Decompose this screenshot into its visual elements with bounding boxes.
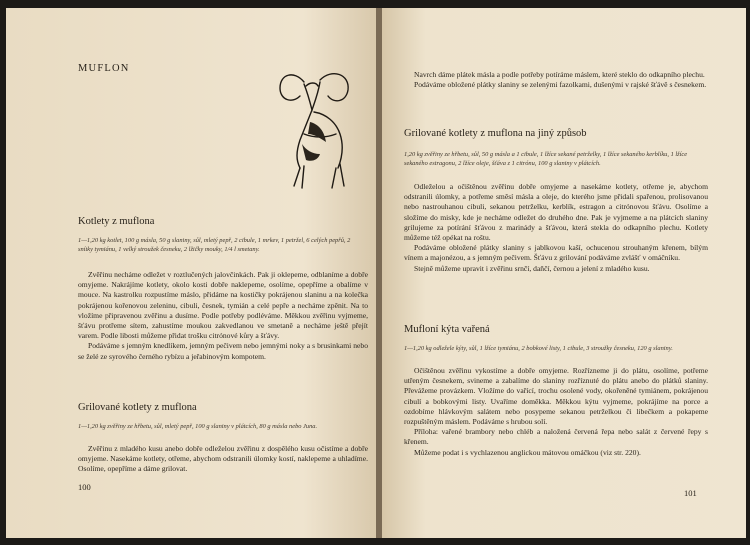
book-spread [6, 8, 746, 538]
paragraph: Stejně můžeme upravit i zvěřinu srnčí, daňčí, černou a jelení z mladého kusu. [414, 263, 650, 273]
paragraph: Odleželou a očištěnou zvěřinu dobře omyjeme a nasekáme kotlety, otřeme je, abychom odstranili úlomky, a potřeme směsí másla a oleje, do kterého jsme přidali spařenou, prolisovanou nebo nastrouhanou cibuli, sekanou petrželku, kerblík, estragon a citrónovou šťávu. Osolíme a složíme do misky, kde je necháme odležet do druhého dne. Pak je vyjmeme a na plátcích slaniny grilujeme za potírání šťávou z marinády a šťávou, která stekla do odkapního plechu. Kotlety můžeme též opékat na roštu. [404, 182, 708, 243]
paragraph: Zvěřinu necháme odležet v roztlučených jalovčinkách. Pak ji oklepeme, odblaníme a dobře omyjeme. Nakrájíme kotlety, okolo kosti dobře naklepeme, osolíme, opepříme a obalíme v mouce. Na kastrolku rozpustíme máslo, přidáme na kostičky pokrájenou slaninu a na kolečka pokrájenou kořenovou zeleninu, cibuli, česnek, tymián a celé pepře a necháme zpěnit. Na to vložíme připravenou zvěřinu a dusíme. Podle potřeby podléváme. Měkkou zvěřinu vyjmeme, šťávu protřeme sítem, zahustíme moukou zakvedlanou ve smetaně a necháme ještě přejít varem. Podle libosti můžeme přidat trošku citrónové kůry a šťávy. [78, 270, 368, 341]
mouflon-illustration [274, 64, 356, 194]
section-heading-kyta: Mufloní kýta vařená [404, 324, 490, 335]
body-grilovane [78, 444, 368, 475]
paragraph: Očištěnou zvěřinu vykostíme a dobře omyjeme. Rozřízneme ji do plátu, osolíme, potřeme utřeným česnekem, svineme a zabalíme do slaniny rozříznuté do plátu anebo do plátků slaniny. Převážeme provázkem. Vložíme do vařící, trochu osolené vody, okořeněné tymiánem, pokrájenou cibulí a bobkovými listy. Uvaříme doměkka. Měkkou kýtu vyjmeme, pokrájíme na porce a ozdobíme hlávkovým salátem nebo posypeme sekanou petrželkou či libečkem a pokapeme rozpuštěným máslem. Podáváme s hrubou solí. [404, 366, 708, 427]
paragraph: Příloha: vařené brambory nebo chléb a naložená červená řepa nebo salát z červené řepy s křenem. [404, 427, 708, 447]
left-page [6, 8, 378, 538]
paragraph: Zvěřinu z mladého kusu anebo dobře odleželou zvěřinu z dospělého kusu očistíme a dobře omyjeme. Nasekáme kotlety, otřeme, abychom odstranili úlomky kostí, naklepeme a uhladíme. Osolíme, opepříme a dáme grilovat. [78, 444, 368, 474]
body-intro [404, 70, 708, 90]
ingredients-kyta: 1—1,20 kg odležele kýty, sůl, 1 lžíce tymiánu, 2 bobkové listy, 1 cibule, 3 stroužky česneku, 120 g slaniny. [404, 345, 673, 352]
right-page [382, 8, 746, 538]
paragraph: Můžeme podat i s vychlazenou anglickou mátovou omáčkou (viz str. 220). [414, 447, 641, 457]
section-heading-grilovane: Grilované kotlety z muflona [78, 402, 197, 413]
paragraph: Podáváme obložené plátky slaniny se zelenými fazolkami, dušenými v rajské šťávě s česnekem. [414, 80, 707, 90]
body-kotlety [78, 270, 368, 362]
body-jiny-zpusob [404, 182, 708, 274]
section-heading-kotlety: Kotlety z muflona [78, 216, 155, 227]
body-kyta [404, 366, 708, 458]
ingredients-kotlety: 1—1,20 kg kotlet, 100 g másla, 50 g slaniny, sůl, mletý pepř, 2 cibule, 1 mrkev, 1 petržel, 6 celých pepřů, 2 snítky tymiánu, 1 velký stroužek česneku, 2 lžičky mouky, 1/4 l smetany. [78, 237, 351, 253]
paragraph: Podáváme s jemným knedlíkem, jemným pečivem nebo jemnými noky a s brusinkami nebo se želé ze syrového černého rybízu a jeřabinovým kompotem. [78, 341, 368, 361]
page-number-right: 101 [684, 488, 697, 498]
page-number-left: 100 [78, 482, 91, 492]
chapter-title: MUFLON [78, 63, 130, 74]
ingredients-grilovane: 1—1,20 kg zvěřiny ze hřbetu, sůl, mletý pepř, 100 g slaniny v plátcích, 80 g másla nebo Juna. [78, 423, 318, 430]
ingredients-jiny-zpusob: 1,20 kg zvěřiny ze hřbetu, sůl, 50 g másla a 1 cibule, 1 lžíce sekané petrželky, 1 lžíce sekaného kerblíku, 1 lžíce sekaného estragonu, 2 lžíce oleje, šťáva z 1 citrónu, 100 g slaniny v plátcích. [404, 151, 688, 167]
paragraph: Navrch dáme plátek másla a podle potřeby potíráme máslem, které steklo do odkapního plechu. [414, 70, 705, 79]
section-heading-jiny-zpusob: Grilované kotlety z muflona na jiný způsob [404, 128, 587, 139]
paragraph: Podáváme obložené plátky slaniny s jablkovou kaší, ochucenou strouhaným křenem, bílým vínem a majonézou, a s jemným pečivem. Šťávu z grilování podáváme zvlášť v omáčníku. [404, 243, 708, 263]
